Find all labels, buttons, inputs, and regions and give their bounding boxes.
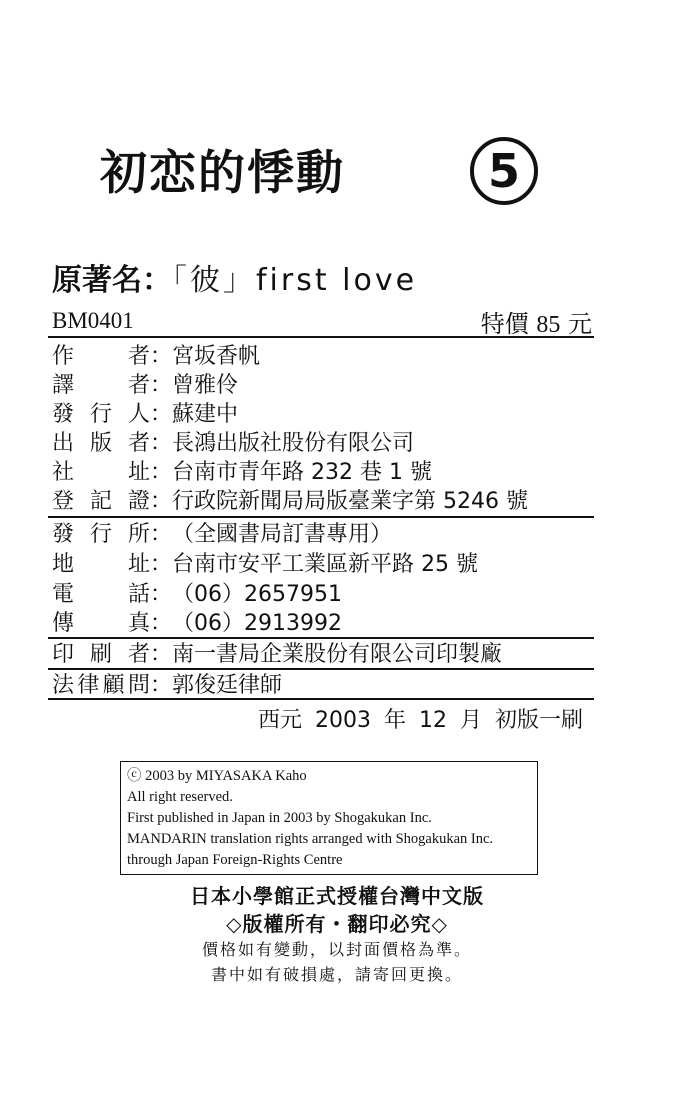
credit-label: 作者 bbox=[52, 344, 150, 369]
credit-row bbox=[52, 671, 282, 701]
copyright-line: All right reserved. bbox=[127, 789, 233, 805]
divider bbox=[48, 336, 594, 338]
credit-row bbox=[52, 342, 260, 372]
price-unit: 元 bbox=[568, 310, 592, 338]
colon: ： bbox=[150, 673, 173, 698]
credit-value: 南一書局企業股份有限公司印製廠 bbox=[172, 642, 503, 667]
colon: ： bbox=[150, 460, 173, 485]
credit-label: 傳真 bbox=[52, 611, 150, 636]
original-title-label: 原著名： bbox=[52, 263, 172, 298]
credit-value: 台南市青年路 232 巷 1 號 bbox=[172, 460, 432, 485]
credit-row bbox=[52, 550, 478, 580]
price-notice: 價格如有變動，以封面價格為準。 bbox=[201, 940, 472, 959]
edition-info: 西元 2003 年 12 月 初版一刷 bbox=[258, 708, 583, 733]
credit-label: 社址 bbox=[52, 460, 150, 485]
credit-row bbox=[52, 487, 528, 517]
credit-value: 宮坂香帆 bbox=[172, 344, 261, 369]
rights-statement: ◇版權所有・翻印必究◇ bbox=[226, 912, 448, 936]
credit-value: （06）2657951 bbox=[172, 582, 342, 607]
colon: ： bbox=[150, 431, 173, 456]
credit-label: 法律顧問 bbox=[52, 673, 150, 698]
divider bbox=[48, 698, 594, 700]
colon: ： bbox=[150, 373, 173, 398]
divider bbox=[48, 637, 594, 639]
colon: ： bbox=[150, 642, 173, 667]
divider bbox=[48, 516, 594, 518]
price-prefix: 特價 bbox=[480, 310, 529, 338]
credit-label: 譯者 bbox=[52, 373, 150, 398]
copyright-line: First published in Japan in 2003 by Shogakukan Inc. bbox=[127, 810, 432, 826]
colon: ： bbox=[150, 552, 173, 577]
colon: ： bbox=[150, 611, 173, 636]
credit-row bbox=[52, 400, 238, 430]
credit-label: 印刷者 bbox=[52, 642, 150, 667]
divider bbox=[48, 668, 594, 670]
colon: ： bbox=[150, 344, 173, 369]
credit-label: 發行所 bbox=[52, 522, 150, 547]
credit-row bbox=[52, 609, 342, 639]
authorization-statement: 日本小學館正式授權台灣中文版 bbox=[190, 884, 484, 908]
credit-value: 長鴻出版社股份有限公司 bbox=[172, 431, 415, 456]
credit-value: （全國書局訂書專用） bbox=[172, 522, 393, 547]
copyright-box bbox=[120, 761, 538, 875]
return-notice: 書中如有破損處，請寄回更換。 bbox=[210, 965, 463, 984]
credit-value: 台南市安平工業區新平路 25 號 bbox=[172, 552, 478, 577]
colon: ： bbox=[150, 402, 173, 427]
credit-label: 電話 bbox=[52, 582, 150, 607]
copyright-line: ⓒ 2003 by MIYASAKA Kaho bbox=[127, 768, 307, 784]
credit-value: 蘇建中 bbox=[172, 402, 239, 427]
credit-value: 曾雅伶 bbox=[172, 373, 239, 398]
copyright-line: through Japan Foreign-Rights Centre bbox=[127, 852, 343, 868]
book-title: 初恋的悸動 bbox=[100, 146, 345, 201]
original-title bbox=[52, 255, 417, 299]
credit-value: （06）2913992 bbox=[172, 611, 342, 636]
credit-value: 行政院新聞局局版臺業字第 5246 號 bbox=[172, 489, 528, 514]
credit-row bbox=[52, 429, 414, 459]
credit-label: 地址 bbox=[52, 552, 150, 577]
volume-number: 5 bbox=[470, 137, 538, 205]
credit-label: 登記證 bbox=[52, 489, 150, 514]
copyright-line: MANDARIN translation rights arranged with Shogakukan Inc. bbox=[127, 831, 494, 847]
credit-row bbox=[52, 371, 238, 401]
colon: ： bbox=[150, 522, 173, 547]
book-code: BM0401 bbox=[52, 308, 134, 333]
price bbox=[481, 304, 592, 339]
credit-row bbox=[52, 458, 432, 488]
credit-row bbox=[52, 640, 502, 670]
credit-row bbox=[52, 580, 342, 610]
credit-row bbox=[52, 520, 392, 550]
credit-value: 郭俊廷律師 bbox=[172, 673, 283, 698]
colon: ： bbox=[150, 582, 173, 607]
price-amount: 85 bbox=[536, 312, 561, 338]
colon: ： bbox=[150, 489, 173, 514]
credit-label: 出版者 bbox=[52, 431, 150, 456]
credit-label: 發行人 bbox=[52, 402, 150, 427]
original-title-value: 「彼」first love bbox=[172, 263, 418, 298]
